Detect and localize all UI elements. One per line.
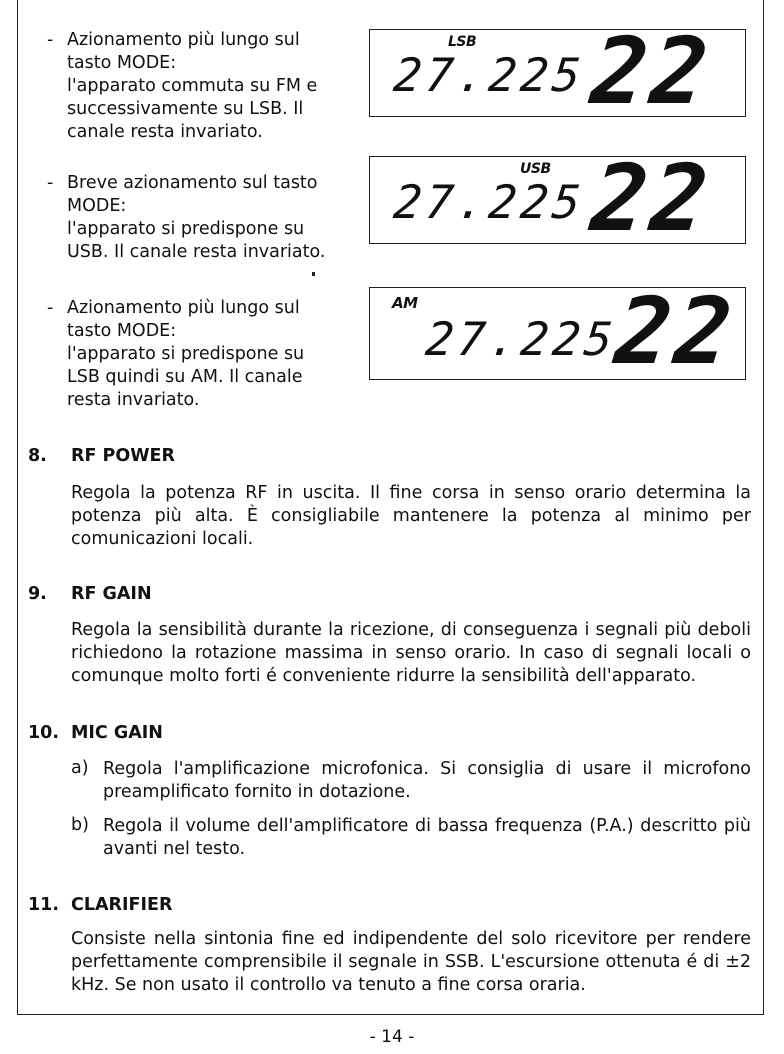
step-text-line: l'apparato commuta su FM e — [67, 76, 318, 96]
bullet-dash: - — [47, 298, 54, 318]
section-title-rf-gain: RF GAIN — [71, 584, 152, 604]
lcd-mode-label: USB — [520, 161, 551, 177]
item-text: Regola il volume dell'amplificatore di bassa frequenza (P.A.) descritto più avanti nel testo. — [103, 816, 751, 859]
section-number: 9. — [28, 584, 47, 604]
step-text-line: tasto MODE: — [67, 321, 177, 341]
step-text-line: LSB quindi su AM. Il canale — [67, 367, 303, 387]
lcd-frequency: 27.225 — [391, 175, 588, 229]
item-letter: b) — [71, 815, 89, 835]
section-body-rf-power: Regola la potenza RF in uscita. Il fine corsa in senso orario determina la potenza più alta. È consigliabile mantenere la potenza al minimo per comunicazioni locali. — [71, 483, 751, 549]
step-text-line: canale resta invariato. — [67, 122, 263, 142]
step-text-line: Breve azionamento sul tasto — [67, 173, 318, 193]
step-text-line: tasto MODE: — [67, 53, 177, 73]
section-number: 11. — [28, 895, 60, 915]
step-text-line: resta invariato. — [67, 390, 200, 410]
item-text: Regola l'amplificazione microfonica. Si consiglia di usare il microfono preamplificato fornito in dotazione. — [103, 759, 751, 802]
lcd-mode-label: AM — [392, 294, 418, 312]
page-number: - 14 - — [369, 1027, 415, 1047]
lcd-channel: 22 — [610, 278, 741, 385]
step-text-line: l'apparato si predispone su — [67, 344, 305, 364]
step-text-line: l'apparato si predispone su — [67, 219, 305, 239]
section-body-clarifier: Consiste nella sintonia fine ed indipendente del solo ricevitore per rendere perfettamente comprensibile il segnale in SSB. L'escursione ottenuta é di ±2 kHz. Se non usato il controllo va tenuto a fine corsa oraria. — [71, 929, 751, 995]
item-letter: a) — [71, 758, 89, 778]
lcd-mode-label: LSB — [448, 34, 477, 50]
section-title-mic-gain: MIC GAIN — [71, 723, 163, 743]
mode-step-3 — [47, 297, 352, 412]
lcd-display-usb — [369, 145, 746, 252]
lcd-channel: 22 — [586, 145, 717, 252]
lcd-frequency: 27.225 — [391, 48, 588, 102]
bullet-dash: - — [47, 173, 54, 193]
lcd-frequency: 27.225 — [423, 312, 620, 366]
step-text-line: Azionamento più lungo sul — [67, 298, 300, 318]
section-body-rf-gain: Regola la sensibilità durante la ricezione, di conseguenza i segnali più deboli richiedono la rotazione massima in senso orario. In caso di segnali locali o comunque molto forti é conveniente ridurre la sensibilità dell'apparato. — [71, 620, 751, 686]
section-number: 8. — [28, 446, 47, 466]
bullet-dash: - — [47, 30, 54, 50]
mode-step-1 — [47, 29, 352, 144]
lcd-channel: 22 — [586, 18, 717, 125]
step-text-line: Azionamento più lungo sul — [67, 30, 300, 50]
lcd-display-lsb — [369, 18, 746, 125]
lcd-display-am — [369, 278, 746, 385]
step-text-line: successivamente su LSB. Il — [67, 99, 304, 119]
step-text-line: USB. Il canale resta invariato. — [67, 242, 326, 262]
mode-step-2 — [47, 172, 352, 264]
section-number: 10. — [28, 723, 60, 743]
dot-mark — [312, 272, 315, 276]
section-title-clarifier: CLARIFIER — [71, 895, 173, 915]
section-title-rf-power: RF POWER — [71, 446, 175, 466]
step-text-line: MODE: — [67, 196, 127, 216]
